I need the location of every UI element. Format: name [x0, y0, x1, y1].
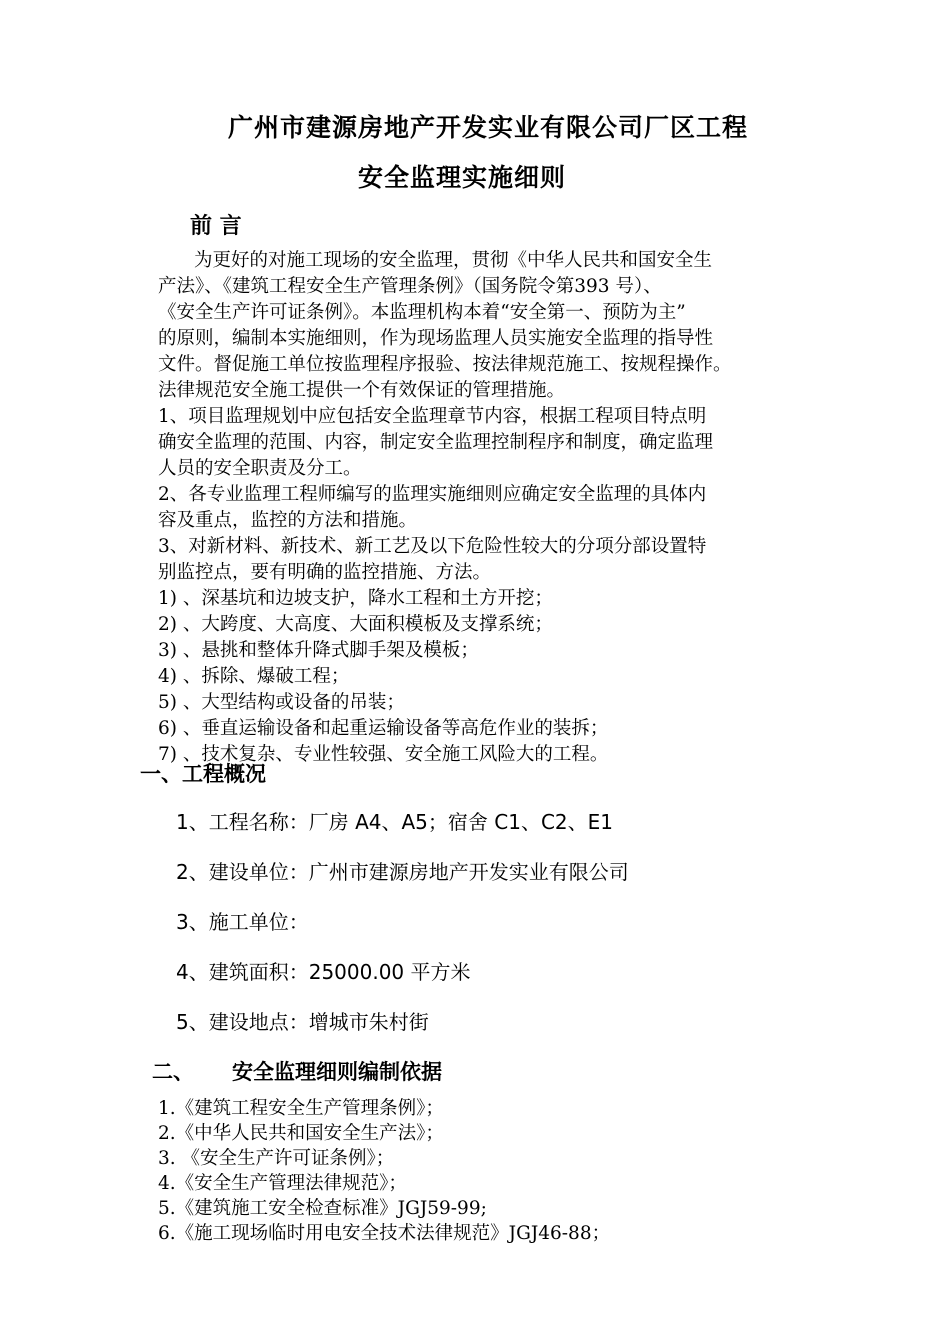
basis-item: 2.《中华人民共和国安全生产法》； [158, 1123, 444, 1144]
preface-line: 产法》、《建筑工程安全生产管理条例》（国务院令第393 号）、 [158, 276, 662, 297]
preface-body [158, 248, 858, 768]
preface-line: 1) 、深基坑和边坡支护，降水工程和土方开挖； [158, 588, 553, 609]
section1-heading: 一、工程概况 [140, 762, 266, 786]
preface-line: 为更好的对施工现场的安全监理，贯彻《中华人民共和国安全生 [194, 250, 713, 271]
preface-line: 《安全生产许可证条例》。本监理机构本着“安全第一、预防为主” [158, 302, 686, 323]
overview-item: 1、工程名称：厂房 A4、A5；宿舍 C1、C2、E1 [176, 810, 613, 834]
preface-line: 2、各专业监理工程师编写的监理实施细则应确定安全监理的具体内 [158, 484, 707, 505]
preface-line: 2) 、大跨度、大高度、大面积模板及支撑系统； [158, 614, 553, 635]
overview-item: 5、建设地点：增城市朱村街 [176, 1010, 429, 1034]
preface-line: 的原则，编制本实施细则，作为现场监理人员实施安全监理的指导性 [158, 328, 714, 349]
basis-item: 6.《施工现场临时用电安全技术法律规范》JGJ46-88； [158, 1223, 611, 1244]
overview-item: 2、建设单位：广州市建源房地产开发实业有限公司 [176, 860, 629, 884]
preface-line: 别监控点，要有明确的监控措施、方法。 [158, 562, 492, 583]
document-title-line1: 广州市建源房地产开发实业有限公司厂区工程 [228, 113, 749, 142]
preface-line: 法律规范安全施工提供一个有效保证的管理措施。 [158, 380, 566, 401]
overview-item: 4、建筑面积：25000.00 平方米 [176, 960, 471, 984]
basis-item: 1.《建筑工程安全生产管理条例》； [158, 1098, 444, 1119]
document-title-line2: 安全监理实施细则 [358, 163, 567, 192]
section2-number: 二、 [152, 1060, 194, 1084]
preface-line: 人员的安全职责及分工。 [158, 458, 362, 479]
basis-item: 4.《安全生产管理法律规范》； [158, 1173, 407, 1194]
overview-list [176, 806, 629, 1056]
basis-list [158, 1096, 610, 1246]
section2-title: 安全监理细则编制依据 [232, 1060, 442, 1084]
section2-heading [152, 1056, 442, 1086]
basis-item: 3. 《安全生产许可证条例》； [158, 1148, 395, 1169]
basis-item: 5.《建筑施工安全检查标准》JGJ59-99; [158, 1198, 487, 1219]
preface-line: 3、对新材料、新技术、新工艺及以下危险性较大的分项分部设置特 [158, 536, 707, 557]
preface-line: 1、项目监理规划中应包括安全监理章节内容，根据工程项目特点明 [158, 406, 707, 427]
preface-line: 4) 、拆除、爆破工程； [158, 666, 350, 687]
preface-line: 文件。督促施工单位按监理程序报验、按法律规范施工、按规程操作。 [158, 354, 732, 375]
preface-line: 6) 、垂直运输设备和起重运输设备等高危作业的装拆； [158, 718, 609, 739]
preface-line: 确安全监理的范围、内容，制定安全监理控制程序和制度，确定监理 [158, 432, 714, 453]
preface-line: 5) 、大型结构或设备的吊装； [158, 692, 405, 713]
preface-line: 7) 、技术复杂、专业性较强、安全施工风险大的工程。 [158, 744, 609, 765]
overview-item: 3、施工单位： [176, 910, 309, 934]
preface-heading: 前 言 [190, 214, 242, 239]
preface-line: 3) 、悬挑和整体升降式脚手架及模板； [158, 640, 479, 661]
preface-line: 容及重点，监控的方法和措施。 [158, 510, 418, 531]
